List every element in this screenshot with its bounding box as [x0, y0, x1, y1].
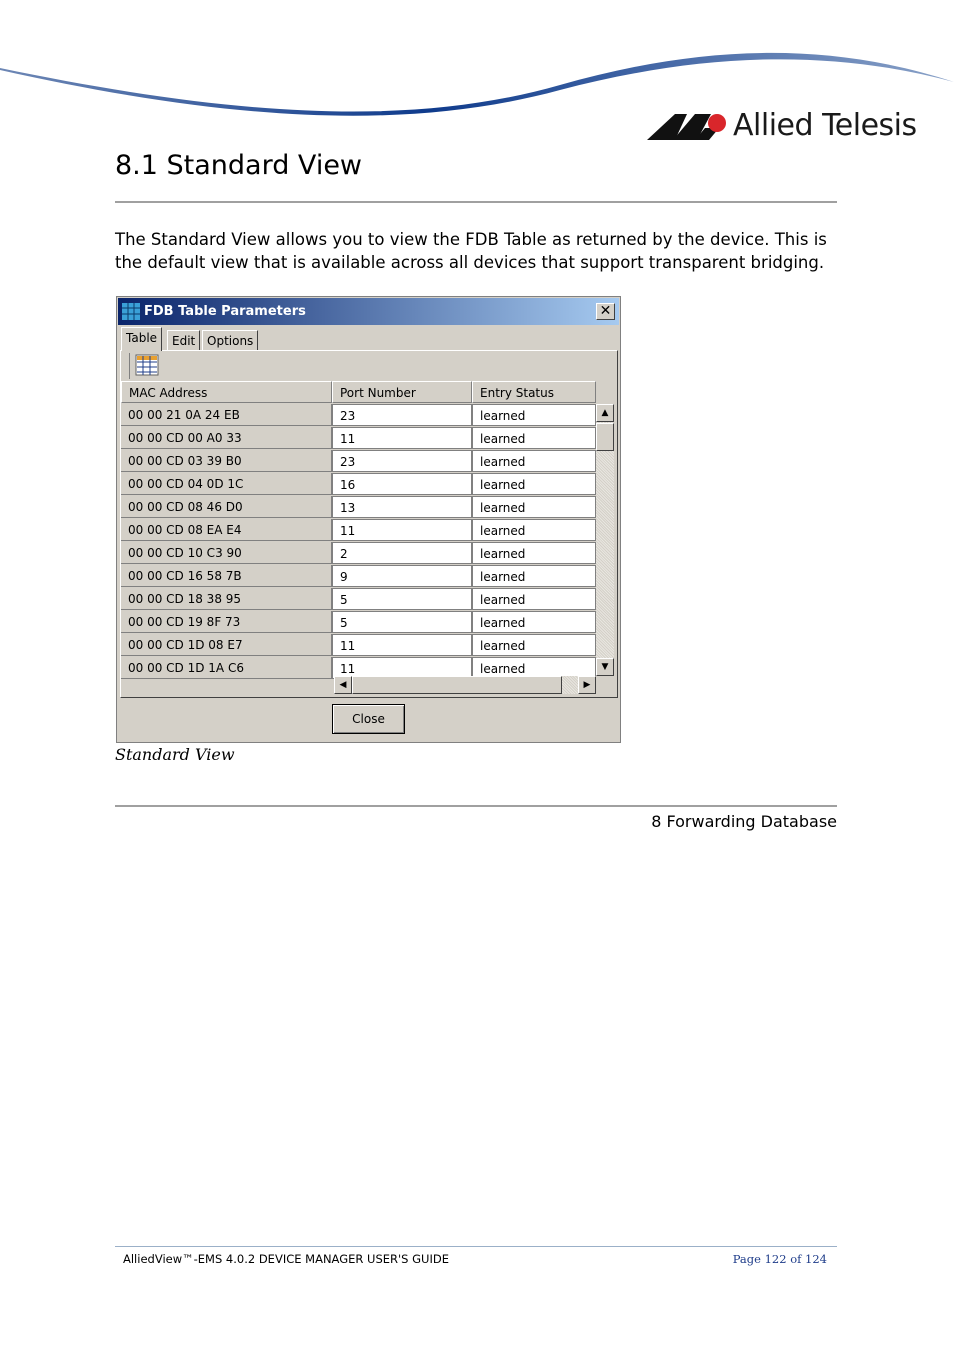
- close-button[interactable]: Close: [332, 704, 405, 734]
- cell-entry-status[interactable]: learned: [472, 565, 596, 587]
- section-rule: [115, 201, 837, 203]
- cell-port-number[interactable]: 23: [332, 404, 472, 426]
- cell-mac-address[interactable]: 00 00 CD 1D 08 E7: [121, 634, 332, 656]
- cell-entry-status[interactable]: learned: [472, 542, 596, 564]
- cell-entry-status[interactable]: learned: [472, 427, 596, 449]
- cell-mac-address[interactable]: 00 00 21 0A 24 EB: [121, 404, 332, 426]
- cell-entry-status[interactable]: learned: [472, 519, 596, 541]
- cell-port-number[interactable]: 2: [332, 542, 472, 564]
- cell-port-number[interactable]: 11: [332, 519, 472, 541]
- cell-entry-status[interactable]: learned: [472, 473, 596, 495]
- dialog-title: FDB Table Parameters: [144, 304, 306, 319]
- column-header-mac[interactable]: MAC Address: [121, 381, 332, 403]
- cell-mac-address[interactable]: 00 00 CD 1D 1A C6: [121, 657, 332, 679]
- cell-mac-address[interactable]: 00 00 CD 03 39 B0: [121, 450, 332, 472]
- brand-name: Allied Telesis: [733, 108, 917, 143]
- column-header-status[interactable]: Entry Status: [472, 381, 596, 403]
- cell-port-number[interactable]: 11: [332, 657, 472, 679]
- fdb-table-dialog: [116, 296, 621, 743]
- body-paragraph: The Standard View allows you to view the FDB Table as returned by the device. This is the default view that is available across all devices that support transparent bridging.: [115, 230, 827, 272]
- cell-port-number[interactable]: 5: [332, 588, 472, 610]
- vertical-scroll-thumb[interactable]: [596, 423, 614, 451]
- cell-port-number[interactable]: 23: [332, 450, 472, 472]
- scroll-right-icon[interactable]: ▶: [578, 676, 596, 694]
- section-title: 8.1 Standard View: [115, 150, 363, 181]
- cell-port-number[interactable]: 5: [332, 611, 472, 633]
- horizontal-scroll-thumb[interactable]: [352, 676, 562, 694]
- column-header-port[interactable]: Port Number: [332, 381, 472, 403]
- cell-entry-status[interactable]: learned: [472, 657, 596, 679]
- footer-rule: [115, 1246, 837, 1247]
- table-view-icon[interactable]: [135, 354, 159, 376]
- cell-port-number[interactable]: 11: [332, 427, 472, 449]
- cell-mac-address[interactable]: 00 00 CD 00 A0 33: [121, 427, 332, 449]
- scroll-down-icon[interactable]: ▼: [596, 658, 614, 676]
- cell-mac-address[interactable]: 00 00 CD 04 0D 1C: [121, 473, 332, 495]
- cell-mac-address[interactable]: 00 00 CD 10 C3 90: [121, 542, 332, 564]
- tab-options[interactable]: Options: [202, 330, 258, 350]
- scroll-left-icon[interactable]: ◀: [334, 676, 352, 694]
- cell-port-number[interactable]: 11: [332, 634, 472, 656]
- cell-mac-address[interactable]: 00 00 CD 18 38 95: [121, 588, 332, 610]
- footer-guide-title: AlliedView™-EMS 4.0.2 DEVICE MANAGER USER'S GUIDE: [123, 1252, 449, 1266]
- cell-port-number[interactable]: 9: [332, 565, 472, 587]
- cell-mac-address[interactable]: 00 00 CD 16 58 7B: [121, 565, 332, 587]
- chapter-rule: [115, 805, 837, 807]
- scroll-up-icon[interactable]: ▲: [596, 404, 614, 422]
- cell-entry-status[interactable]: learned: [472, 404, 596, 426]
- cell-entry-status[interactable]: learned: [472, 611, 596, 633]
- cell-entry-status[interactable]: learned: [472, 450, 596, 472]
- cell-mac-address[interactable]: 00 00 CD 08 46 D0: [121, 496, 332, 518]
- tab-table[interactable]: Table: [121, 327, 162, 351]
- footer-page-number: Page 122 of 124: [732, 1252, 827, 1266]
- cell-mac-address[interactable]: 00 00 CD 19 8F 73: [121, 611, 332, 633]
- figure-caption: Standard View: [115, 745, 235, 764]
- cell-port-number[interactable]: 13: [332, 496, 472, 518]
- cell-mac-address[interactable]: 00 00 CD 08 EA E4: [121, 519, 332, 541]
- cell-port-number[interactable]: 16: [332, 473, 472, 495]
- dialog-titlebar[interactable]: [118, 298, 619, 325]
- tab-edit[interactable]: Edit: [167, 330, 200, 350]
- cell-entry-status[interactable]: learned: [472, 588, 596, 610]
- cell-entry-status[interactable]: learned: [472, 634, 596, 656]
- chapter-label: 8 Forwarding Database: [651, 812, 837, 831]
- table-grid-icon: [122, 303, 140, 320]
- dialog-close-icon[interactable]: ✕: [596, 303, 615, 320]
- cell-entry-status[interactable]: learned: [472, 496, 596, 518]
